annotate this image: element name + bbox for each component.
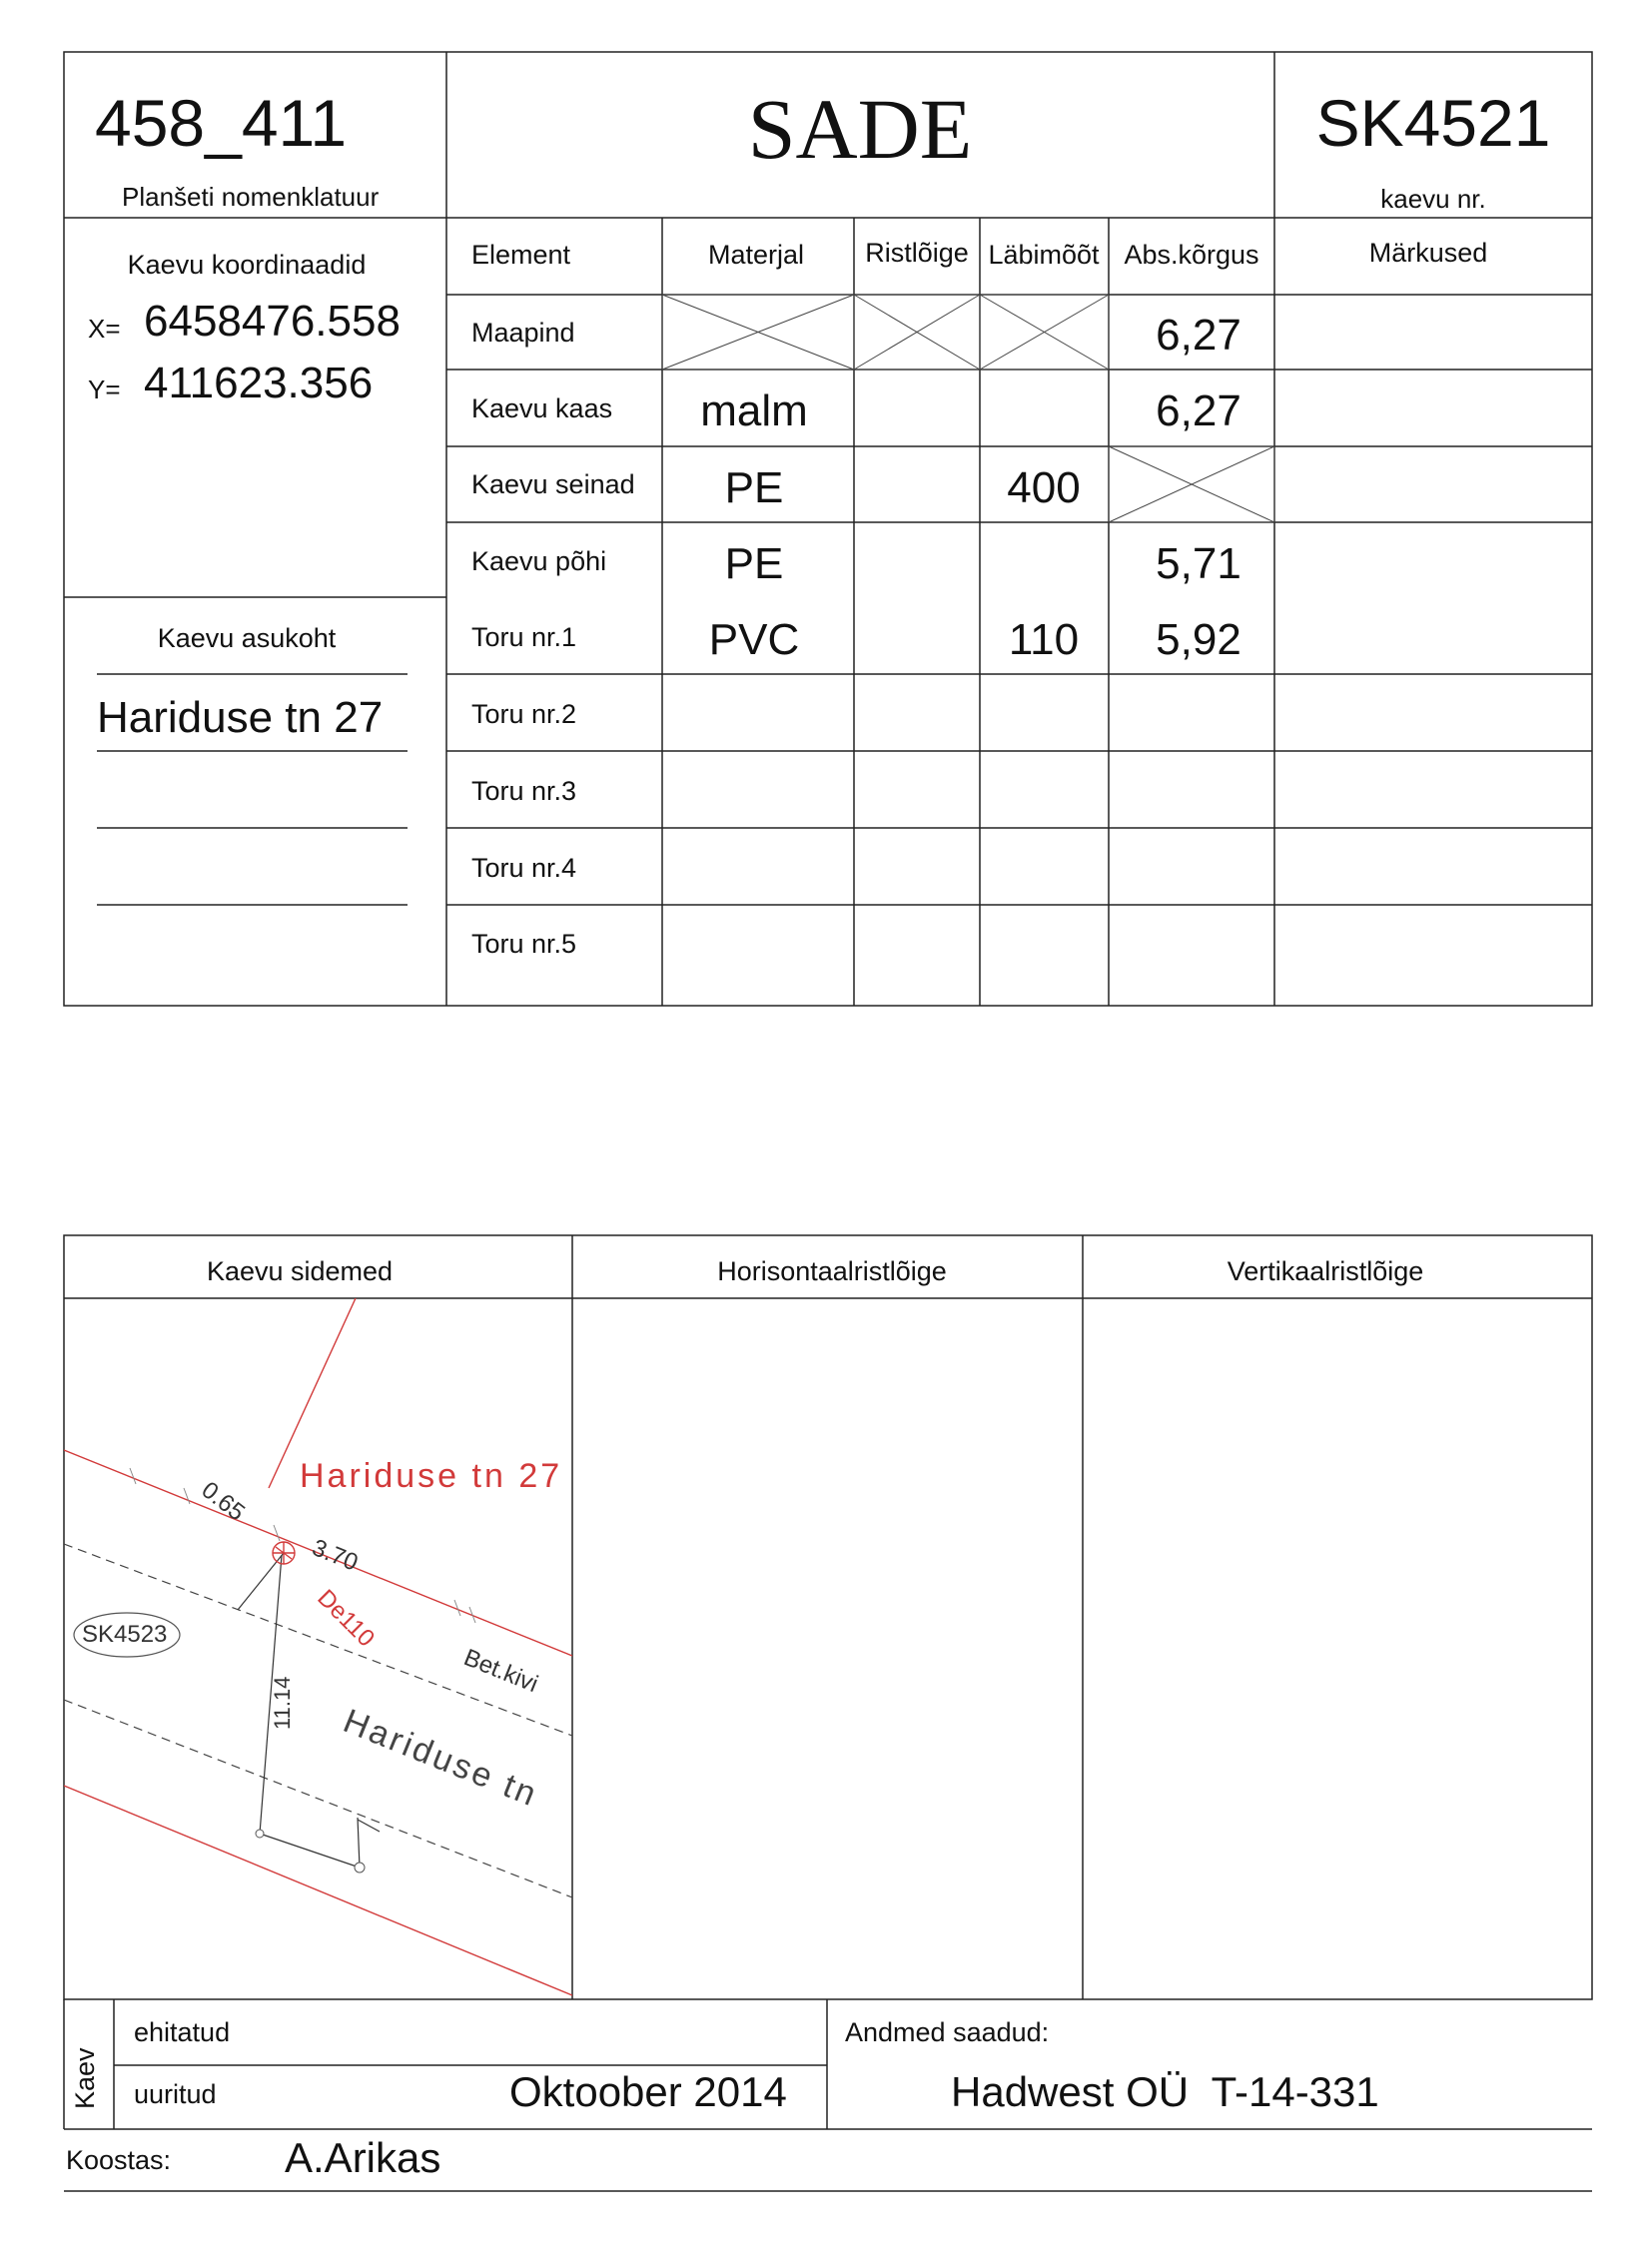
row-element: Maapind: [471, 318, 575, 348]
col-abs-height: Abs.kõrgus: [1124, 240, 1259, 270]
col-material: Materjal: [707, 240, 805, 270]
tie-sketch: [64, 1298, 572, 1999]
row-element: Toru nr.2: [471, 699, 577, 729]
x-value: 6458476.558: [144, 297, 401, 346]
row-height: 5,71: [1156, 539, 1241, 588]
built-label: ehitatud: [134, 2017, 231, 2047]
well-symbol-icon: [273, 1542, 295, 1564]
surveyed-label: uuritud: [134, 2079, 217, 2109]
col-cross-section: Ristlõige: [865, 238, 969, 268]
form-title: SADE: [747, 81, 973, 177]
row-height: 6,27: [1156, 386, 1241, 435]
sketch-address: Hariduse tn 27: [300, 1457, 563, 1495]
coordinates-label: Kaevu koordinaadid: [127, 250, 367, 280]
row-diameter: 400: [1007, 463, 1081, 512]
col-diameter: Läbimõõt: [988, 240, 1100, 270]
row-material: PE: [724, 463, 784, 512]
plan-caption: Planšeti nomenklatuur: [122, 182, 380, 212]
well-number: SK4521: [1315, 86, 1551, 160]
row-element: Toru nr.1: [471, 622, 577, 652]
well-caption: kaevu nr.: [1380, 184, 1486, 214]
sketch-street: Hariduse tn: [338, 1702, 544, 1815]
location-label: Kaevu asukoht: [157, 623, 337, 653]
plan-number: 458_411: [95, 86, 348, 160]
row-element: Kaevu põhi: [471, 546, 607, 576]
col-element: Element: [471, 240, 571, 270]
source-label: Andmed saadud:: [845, 2017, 1050, 2047]
sketch-neighbor-well: SK4523: [82, 1621, 168, 1648]
section-horizontal: Horisontaalristlõige: [717, 1256, 947, 1286]
y-value: 411623.356: [144, 359, 374, 407]
row-material: PE: [724, 539, 784, 588]
footer-side-label: Kaev: [70, 2047, 100, 2109]
row-element: Toru nr.4: [471, 853, 577, 883]
row-material: malm: [700, 386, 808, 435]
x-label: X=: [88, 314, 121, 344]
sketch-dim-3: 11.14: [270, 1676, 295, 1730]
y-label: Y=: [88, 375, 121, 404]
row-height: 5,92: [1156, 615, 1241, 664]
row-diameter: 110: [1008, 615, 1080, 664]
survey-date: Oktoober 2014: [509, 2068, 787, 2115]
sketch-pipe-label: De110: [312, 1584, 381, 1653]
sketch-surface: Bet.kivi: [459, 1644, 542, 1699]
row-height: 6,27: [1156, 311, 1241, 360]
sketch-dim-2: 3.70: [308, 1534, 363, 1577]
row-element: Kaevu seinad: [471, 469, 635, 499]
source-value: Hadwest OÜ T-14-331: [951, 2068, 1379, 2115]
row-element: Toru nr.5: [471, 929, 577, 959]
row-element: Kaevu kaas: [471, 393, 613, 423]
col-notes: Märkused: [1368, 238, 1488, 268]
section-ties: Kaevu sidemed: [206, 1256, 394, 1286]
row-material: PVC: [708, 615, 800, 664]
row-element: Toru nr.3: [471, 776, 577, 806]
location-address: Hariduse tn 27: [97, 693, 384, 742]
sketch-dim-1: 0.65: [196, 1476, 251, 1527]
author-name: A.Arikas: [285, 2134, 441, 2181]
section-vertical: Vertikaalristlõige: [1227, 1256, 1424, 1286]
author-label: Koostas:: [66, 2145, 172, 2175]
